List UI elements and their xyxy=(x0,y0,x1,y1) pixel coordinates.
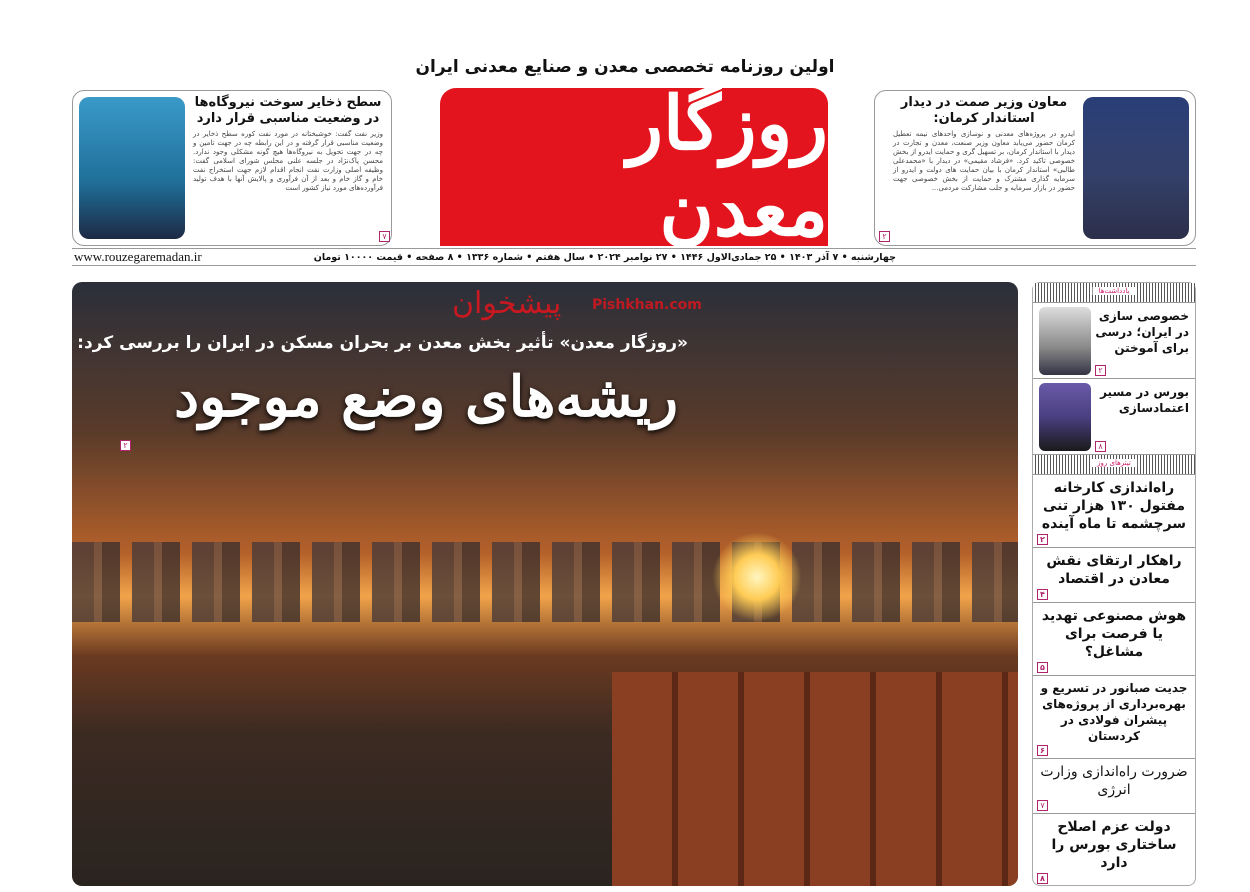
headline-title: راهکار ارتقای نقش معادن در اقتصاد xyxy=(1046,553,1182,587)
headline-item[interactable] xyxy=(1033,759,1195,814)
headline-title: راه‌اندازی کارخانه مفتول ۱۳۰ هزار تنی سرچشمه تا ماه آینده xyxy=(1041,480,1187,532)
left-story-box[interactable] xyxy=(72,90,392,246)
newspaper-logo: روزگار معدن xyxy=(440,88,828,246)
minister-photo xyxy=(1083,97,1189,239)
headline-item[interactable] xyxy=(1033,475,1195,548)
page-ref: ۲ xyxy=(879,231,890,242)
headline-item[interactable] xyxy=(1033,548,1195,603)
author-photo xyxy=(79,97,185,239)
story-body: ایدرو در پروژه‌های معدنی و نوسازی واحدهای نیمه تعطیل کرمان حضور می‌یابد معاون وزیر صنعت، معدن و تجارت در دیدار با استاندار کرمان، بر تسهیل گری و حمایت ایدرو از بخش خصوصی تاکید کرد. «فرشاد مقیمی» در دیدار با «محمدعلی طالبی» استاندار کرمان با بیان حمایت های دولت و ایدرو از سرمایه گذاری مشترک و حمایت از بخش خصوصی جهت حضور در بازار سرمایه و جلب مشارکت مردمی... xyxy=(893,130,1075,192)
sidebar xyxy=(1032,282,1196,886)
note-title: بورس در مسیر اعتمادسازی xyxy=(1100,385,1189,415)
masthead-tagline: اولین روزنامه تخصصی معدن و صنایع معدنی ایران xyxy=(415,57,835,77)
page-ref: ۶ xyxy=(1037,745,1048,756)
headline-item[interactable] xyxy=(1033,676,1195,759)
page-ref: ۴ xyxy=(1037,589,1048,600)
right-story-box[interactable] xyxy=(874,90,1196,246)
author-photo xyxy=(1039,383,1091,451)
page-ref: ۲ xyxy=(1095,365,1106,376)
story-text xyxy=(893,95,1075,193)
story-title: سطح ذخایر سوخت نیروگاه‌ها در وضعیت مناسبی قرار دارد xyxy=(194,95,382,126)
page-ref: ۷ xyxy=(379,231,390,242)
headline-title: ضرورت راه‌اندازی وزارت انرژی xyxy=(1040,764,1188,798)
story-title: معاون وزیر صمت در دیدار استاندار کرمان: xyxy=(900,95,1068,126)
note-item[interactable] xyxy=(1033,303,1195,379)
headline-title: دولت عزم اصلاح ساختاری بورس را دارد xyxy=(1051,819,1177,871)
author-photo xyxy=(1039,307,1091,375)
watermark-url: Pishkhan.com xyxy=(592,297,702,313)
page-ref: ۸ xyxy=(1095,441,1106,452)
lead-story-image[interactable] xyxy=(72,282,1018,886)
watermark-logo: پیشخوان xyxy=(452,286,562,321)
headline-title: هوش مصنوعی تهدید یا فرصت برای مشاغل؟ xyxy=(1041,608,1187,660)
website-link[interactable]: www.rouzegaremadan.ir xyxy=(74,249,202,264)
headline-title: جدیت صبانور در تسریع و بهره‌برداری از پروژه‌های پیشران فولادی در کردستان xyxy=(1040,681,1188,743)
page-ref: ۸ xyxy=(1037,873,1048,884)
page-ref: ۷ xyxy=(1037,800,1048,811)
construction-fence xyxy=(612,672,1018,886)
lead-subtitle: «روزگار معدن» تأثیر بخش معدن بر بحران مسکن در ایران را بررسی کرد: xyxy=(77,333,688,353)
notes-header-label: یادداشت‌ها xyxy=(1093,287,1136,295)
headline-item[interactable] xyxy=(1033,814,1195,886)
sun xyxy=(712,532,802,622)
headlines-header-label: تیترهای روز xyxy=(1091,459,1137,467)
city-skyline xyxy=(72,542,1018,622)
note-item[interactable] xyxy=(1033,379,1195,455)
note-title: خصوصی سازی در ایران؛ درسی برای آموختن xyxy=(1095,309,1189,355)
page-ref: ۲ xyxy=(1037,534,1048,545)
page-ref: ۲ xyxy=(120,440,131,451)
story-text xyxy=(193,95,383,193)
headlines-header xyxy=(1033,455,1195,475)
lead-headline[interactable]: ریشه‌های وضع موجود xyxy=(174,364,678,430)
story-body: وزیر نفت گفت: خوشبختانه در مورد نفت کوره سطح ذخایر در وضعیت مناسبی قرار گرفته و در این رابطه چه در جهت تامین و چه در جهت تحویل به نیروگاه‌ها هیچ گونه مشکلی وجود ندارد. محسن پاک‌نژاد در جلسه علنی مجلس شورای اسلامی گفت: وظیفه اصلی وزارت نفت انجام اقدام لازم جهت استخراج نفت خام و گاز خام و بعد از آن فرآوری و پالایش آنها با هدف تولید فرآورده‌های مورد نیاز کشور است xyxy=(193,130,383,192)
notes-header xyxy=(1033,283,1195,303)
headline-item[interactable] xyxy=(1033,603,1195,676)
dateline: چهارشنبه • ۷ آذر ۱۴۰۳ • ۲۵ جمادی‌الاول ۱۴۴۶ • ۲۷ نوامبر ۲۰۲۴ • سال هفتم • شماره ۱۳۳۶ • ۸ صفحه • قیمت ۱۰۰۰۰ تومان xyxy=(72,248,1196,266)
page-ref: ۵ xyxy=(1037,662,1048,673)
